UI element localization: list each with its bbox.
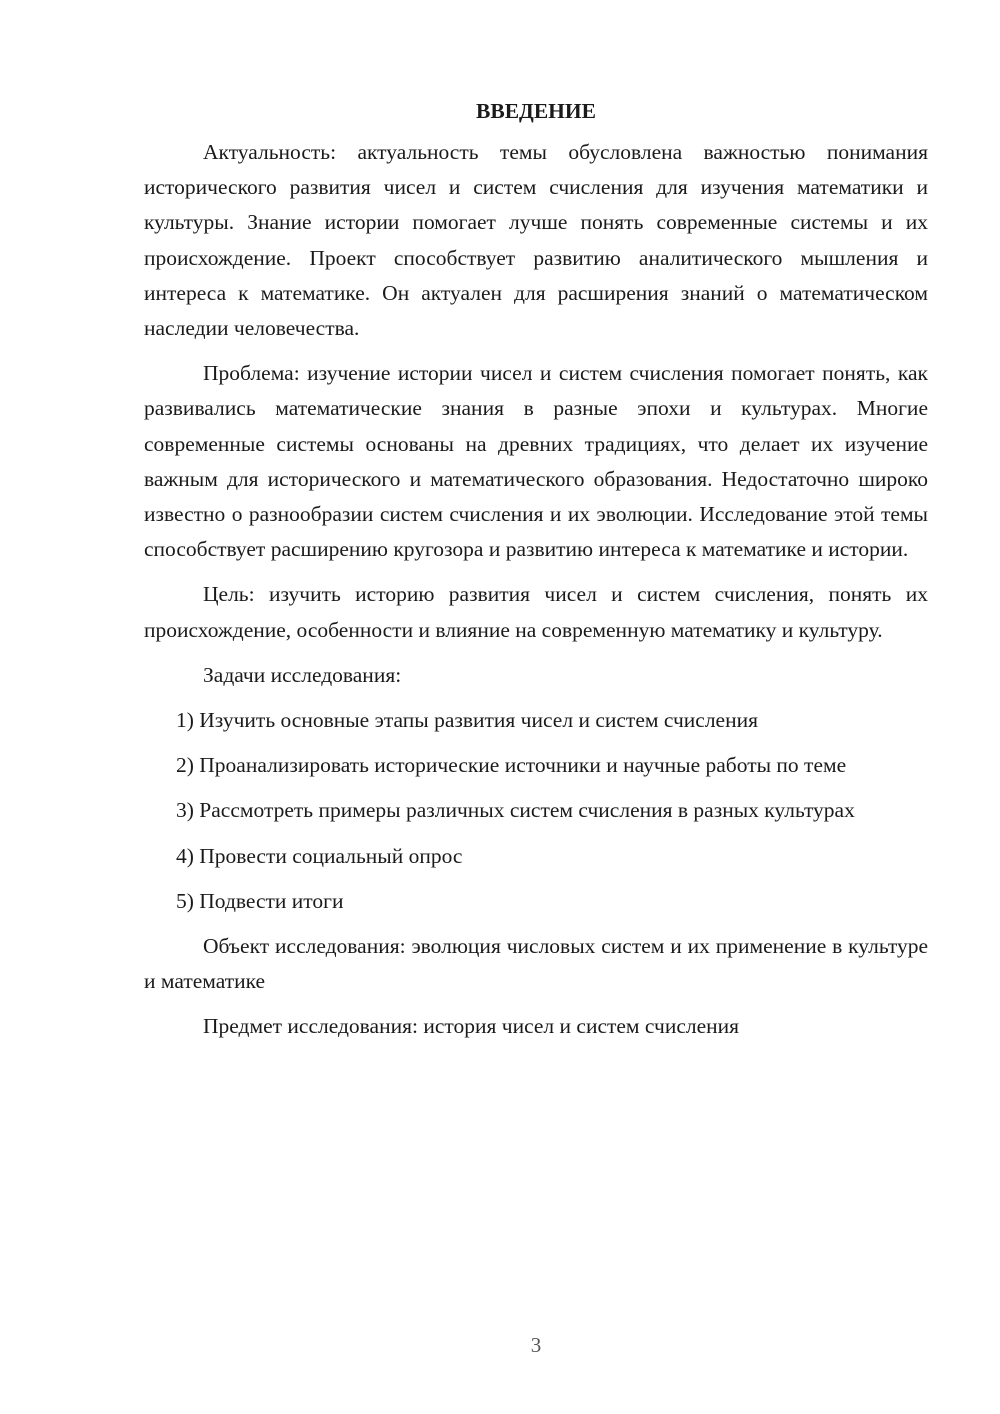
paragraph-goal: Цель: изучить историю развития чисел и систем счисления, понять их происхождение, особенности и влияние на современную математику и культуру. bbox=[144, 582, 928, 642]
page-number: 3 bbox=[530, 1333, 542, 1357]
section-title: ВВЕДЕНИЕ bbox=[476, 99, 596, 123]
paragraph-object: Объект исследования: эволюция числовых систем и их применение в культуре и математике bbox=[144, 934, 928, 994]
task-item-1: 1) Изучить основные этапы развития чисел и систем счисления bbox=[176, 708, 758, 733]
paragraph-subject: Предмет исследования: история чисел и систем счисления bbox=[203, 1014, 740, 1039]
task-item-2: 2) Проанализировать исторические источники и научные работы по теме bbox=[176, 753, 847, 778]
task-item-3: 3) Рассмотреть примеры различных систем счисления в разных культурах bbox=[176, 798, 855, 823]
task-item-5: 5) Подвести итоги bbox=[176, 888, 344, 913]
document-page bbox=[144, 96, 928, 1055]
task-item-4: 4) Провести социальный опрос bbox=[176, 843, 463, 868]
paragraph-problem: Проблема: изучение истории чисел и систем счисления помогает понять, как развивались математические знания в разные эпохи и культурах. Многие современные системы основаны на древних традициях, что делает их изучение важным для исторического и математического образования. Недостаточно широко известно о разнообразии систем счисления и их эволюции. Исследование этой темы способствует расширению кругозора и развитию интереса к математике и истории. bbox=[144, 361, 928, 562]
paragraph-relevance: Актуальность: актуальность темы обусловлена важностью понимания исторического развития чисел и систем счисления для изучения математики и культуры. Знание истории помогает лучше понять современные системы и их происхождение. Проект способствует развитию аналитического мышления и интереса к математике. Он актуален для расширения знаний о математическом наследии человечества. bbox=[144, 140, 928, 341]
paragraph-tasks-heading: Задачи исследования: bbox=[203, 662, 402, 687]
